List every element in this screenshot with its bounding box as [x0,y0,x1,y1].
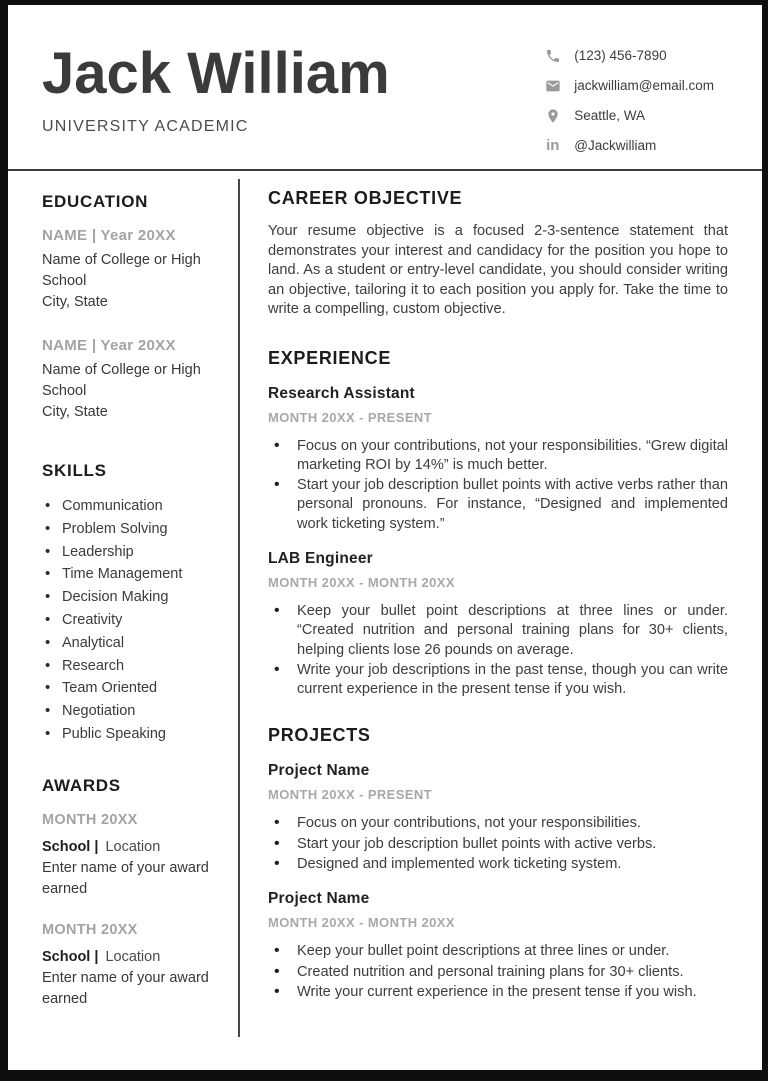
contact-phone-text: (123) 456-7890 [574,48,667,63]
project-bullet: • Focus on your contributions, not your responsibilities. [268,814,728,833]
envelope-icon [544,77,561,94]
skill-item: • Public Speaking [42,723,224,746]
award-school-line [42,947,224,968]
job-dates: MONTH 20XX - PRESENT [268,409,433,425]
education-city: City, State [42,404,108,421]
career-objective-heading: CAREER OBJECTIVE [268,188,463,208]
job-bullet: • Start your job description bullet points with active verbs rather than personal pronouns. For instance, “Designed and implemented work ticketing system.” [268,476,728,534]
education-section [42,192,224,423]
experience-section [268,348,728,700]
project-dates: MONTH 20XX - PRESENT [268,787,433,803]
award-entry [42,812,224,900]
education-city: City, State [42,294,108,311]
skill-item: • Negotiation [42,700,224,723]
contact-location-text: Seattle, WA [574,108,646,123]
contact-linkedin-text: @Jackwilliam [574,138,657,153]
project-bullet: • Start your job description bullet points with active verbs. [268,835,728,854]
career-objective-section [268,188,728,320]
phone-icon [544,47,561,64]
person-name: Jack William [42,41,390,106]
contact-phone [544,47,714,64]
job-bullet-list [268,437,728,534]
job-bullet: • Focus on your contributions, not your responsibilities. “Grew digital marketing ROI by 14%” is much better. [268,437,728,476]
award-school: School | [42,948,99,965]
contact-location [544,107,714,124]
project-dates: MONTH 20XX - MONTH 20XX [268,915,455,931]
career-objective-text: Your resume objective is a focused 2-3-sentence statement that demonstrates your interest and candidacy for the position you hope to land. As a student or entry-level candidate, you should consider writing an objective, tailoring it to each position you apply for. Take the time to write a compelling, custom objective. [268,223,728,317]
person-title: UNIVERSITY ACADEMIC [42,118,249,135]
skill-item: • Leadership [42,541,224,564]
award-location: Location [105,838,161,855]
education-entry [42,337,224,423]
project-title: Project Name [268,762,370,780]
job-entry [268,385,728,534]
awards-heading: AWARDS [42,775,121,795]
skill-item: • Communication [42,495,224,518]
skill-item: • Team Oriented [42,677,224,700]
award-date: MONTH 20XX [42,921,138,938]
project-entry [268,762,728,874]
award-location: Location [105,948,161,965]
skill-item: • Problem Solving [42,518,224,541]
main-column [240,171,762,1070]
education-school: Name of College or High School [42,252,201,290]
award-description: Enter name of your award earned [42,969,209,1007]
linkedin-icon: in [546,137,560,154]
skills-list [42,495,224,746]
project-entry [268,890,728,1002]
job-title: LAB Engineer [268,549,373,567]
skill-item: • Time Management [42,563,224,586]
skills-section [42,461,224,746]
contact-linkedin [544,137,714,154]
project-bullet: • Created nutrition and personal training plans for 30+ clients. [268,963,728,982]
job-bullet-list [268,602,728,699]
skills-heading: SKILLS [42,461,107,481]
award-school-line [42,837,224,858]
projects-heading: PROJECTS [268,725,371,746]
project-bullet: • Write your current experience in the present tense if you wish. [268,983,728,1002]
skill-item: • Decision Making [42,586,224,609]
resume-header [8,5,762,171]
awards-section [42,776,224,1010]
contact-email [544,77,714,94]
education-heading: EDUCATION [42,192,149,211]
award-entry [42,922,224,1010]
skill-item: • Creativity [42,609,224,632]
award-date: MONTH 20XX [42,811,138,828]
identity-block [42,41,390,171]
job-title: Research Assistant [268,384,415,402]
sidebar-column [8,171,238,1070]
skill-item: • Research [42,655,224,678]
project-bullet: • Designed and implemented work ticketing system. [268,855,728,874]
project-bullet-list [268,942,728,1002]
project-bullet: • Keep your bullet point descriptions at three lines or under. [268,942,728,961]
contact-email-text: jackwilliam@email.com [574,78,714,93]
projects-section [268,725,728,1002]
contact-block [544,45,714,171]
resume-body [8,171,762,1070]
project-title: Project Name [268,890,370,908]
award-school: School | [42,838,99,855]
education-meta: NAME | Year 20XX [42,227,176,244]
job-entry [268,550,728,699]
location-pin-icon [544,107,561,124]
award-description: Enter name of your award earned [42,859,209,897]
job-bullet: • Keep your bullet point descriptions at three lines or under. “Created nutrition and personal training plans for 30+ clients, helping clients lose 26 pounds on average. [268,602,728,660]
education-entry [42,227,224,313]
job-dates: MONTH 20XX - MONTH 20XX [268,574,455,590]
project-bullet-list [268,814,728,874]
education-school: Name of College or High School [42,362,201,400]
skill-item: • Analytical [42,632,224,655]
job-bullet: • Write your job descriptions in the past tense, though you can write current experience in the present tense if you wish. [268,661,728,700]
experience-heading: EXPERIENCE [268,347,392,368]
education-meta: NAME | Year 20XX [42,337,176,355]
